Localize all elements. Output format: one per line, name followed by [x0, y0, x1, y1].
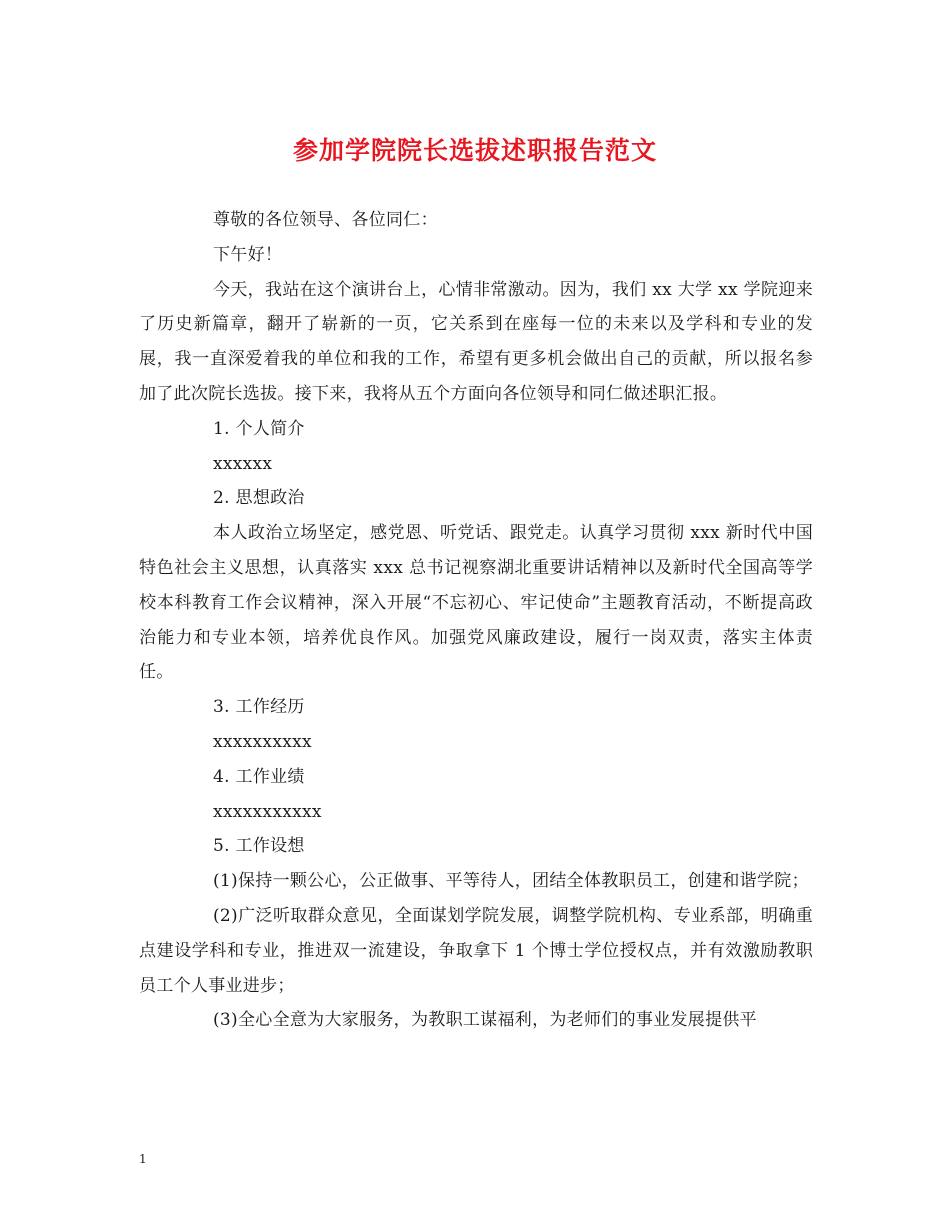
section-body-experience: xxxxxxxxxx	[213, 731, 312, 752]
section-body-achievements: xxxxxxxxxxx	[213, 801, 322, 822]
document-title: 参加学院院长选拔述职报告范文	[292, 136, 657, 165]
paragraph-intro: 今天，我站在这个演讲台上，心情非常激动。因为，我们 xx 大学 xx 学院迎来了历史新篇章，翻开了崭新的一页，它关系到在座每一位的未来以及学科和专业的发展，我一直深爱着我的单位和我的工作，希望有更多机会做出自己的贡献，所以报名参加了此次院长选拔。接下来，我将从五个方面向各位领导和同仁做述职汇报。	[139, 279, 813, 404]
plan-item-1: (1)保持一颗公心，公正做事、平等待人，团结全体教职员工，创建和谐学院；	[213, 871, 809, 892]
plan-item-3: (3)全心全意为大家服务，为教职工谋福利，为老师们的事业发展提供平	[213, 1010, 757, 1031]
plan-item-2: (2)广泛听取群众意见，全面谋划学院发展，调整学院机构、专业系部，明确重点建设学科和专业，推进双一流建设，争取拿下 1 个博士学位授权点，并有效激励教职员工个人事业进步；	[139, 905, 813, 996]
salutation: 尊敬的各位领导、各位同仁：	[213, 210, 438, 230]
greeting: 下午好！	[213, 244, 283, 265]
section-heading-achievements: 4. 工作业绩	[213, 766, 305, 787]
section-heading-politics: 2. 思想政治	[213, 488, 305, 509]
page-number: 1	[139, 1152, 147, 1166]
section-heading-experience: 3. 工作经历	[213, 697, 305, 718]
section-heading-plans: 5. 工作设想	[213, 836, 305, 857]
section-body-profile: xxxxxx	[213, 453, 273, 474]
section-body-politics: 本人政治立场坚定，感党恩、听党话、跟党走。认真学习贯彻 xxx 新时代中国特色社会主义思想，认真落实 xxx 总书记视察湖北重要讲话精神以及新时代全国高等学校本科教育工作会议精神，深入开展“不忘初心、牢记使命”主题教育活动，不断提高政治能力和专业本领，培养优良作风。加强党风廉政建设，履行一岗双责，落实主体责任。	[139, 523, 813, 683]
document-body	[139, 203, 813, 1038]
section-heading-profile: 1. 个人简介	[213, 418, 305, 439]
